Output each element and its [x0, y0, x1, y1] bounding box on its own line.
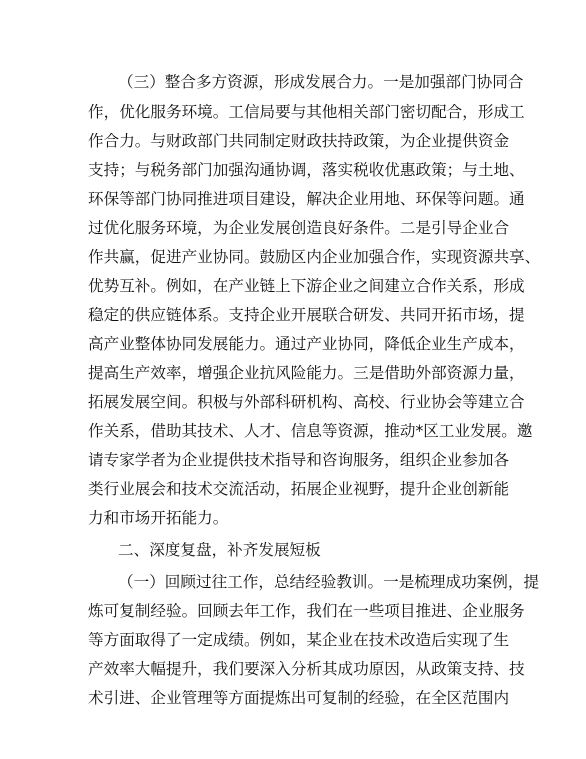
paragraph-line: 稳定的供应链体系。支持企业开展联合研发、共同开拓市场，提 — [88, 306, 525, 324]
paragraph-line: （三）整合多方资源，形成发展合力。一是加强部门协同合 — [118, 73, 524, 91]
paragraph-line: 作，优化服务环境。工信局要与其他相关部门密切配合，形成工 — [88, 103, 525, 121]
paragraph-line: 炼可复制经验。回顾去年工作，我们在一些项目推进、企业服务 — [88, 602, 525, 620]
paragraph-line: 提高生产效率，增强企业抗风险能力。三是借助外部资源力量， — [88, 364, 525, 382]
paragraph-line-last: 力和市场开拓能力。 — [88, 509, 229, 527]
paragraph-line: 环保等部门协同推进项目建设，解决企业用地、环保等问题。通 — [88, 190, 525, 208]
paragraph-line: 产效率大幅提升，我们要深入分析其成功原因，从政策支持、技 — [88, 660, 525, 678]
paragraph-line: 作共赢，促进产业协同。鼓励区内企业加强合作，实现资源共享、 — [88, 248, 541, 266]
paragraph-line: 拓展发展空间。积极与外部科研机构、高校、行业协会等建立合 — [88, 393, 525, 411]
paragraph-line: 高产业整体协同发展能力。通过产业协同，降低企业生产成本， — [88, 335, 525, 353]
paragraph-line: （一）回顾过往工作，总结经验教训。一是梳理成功案例，提 — [118, 573, 540, 591]
paragraph-line: 过优化服务环境，为企业发展创造良好条件。二是引导企业合 — [88, 219, 510, 237]
paragraph-line: 请专家学者为企业提供技术指导和咨询服务，组织企业参加各 — [88, 451, 510, 469]
paragraph-line: 类行业展会和技术交流活动，拓展企业视野，提升企业创新能 — [88, 480, 510, 498]
section-heading: 二、深度复盘，补齐发展短板 — [118, 541, 321, 559]
paragraph-line: 术引进、企业管理等方面提炼出可复制的经验，在全区范围内 — [88, 689, 510, 707]
paragraph-line: 等方面取得了一定成绩。例如，某企业在技术改造后实现了生 — [88, 631, 510, 649]
paragraph-line: 支持；与税务部门加强沟通协调，落实税收优惠政策；与土地、 — [88, 161, 525, 179]
paragraph-line: 作合力。与财政部门共同制定财政扶持政策，为企业提供资金 — [88, 132, 510, 150]
paragraph-line: 优势互补。例如，在产业链上下游企业之间建立合作关系，形成 — [88, 277, 525, 295]
paragraph-line: 作关系，借助其技术、人才、信息等资源，推动*区工业发展。邀 — [88, 422, 533, 440]
